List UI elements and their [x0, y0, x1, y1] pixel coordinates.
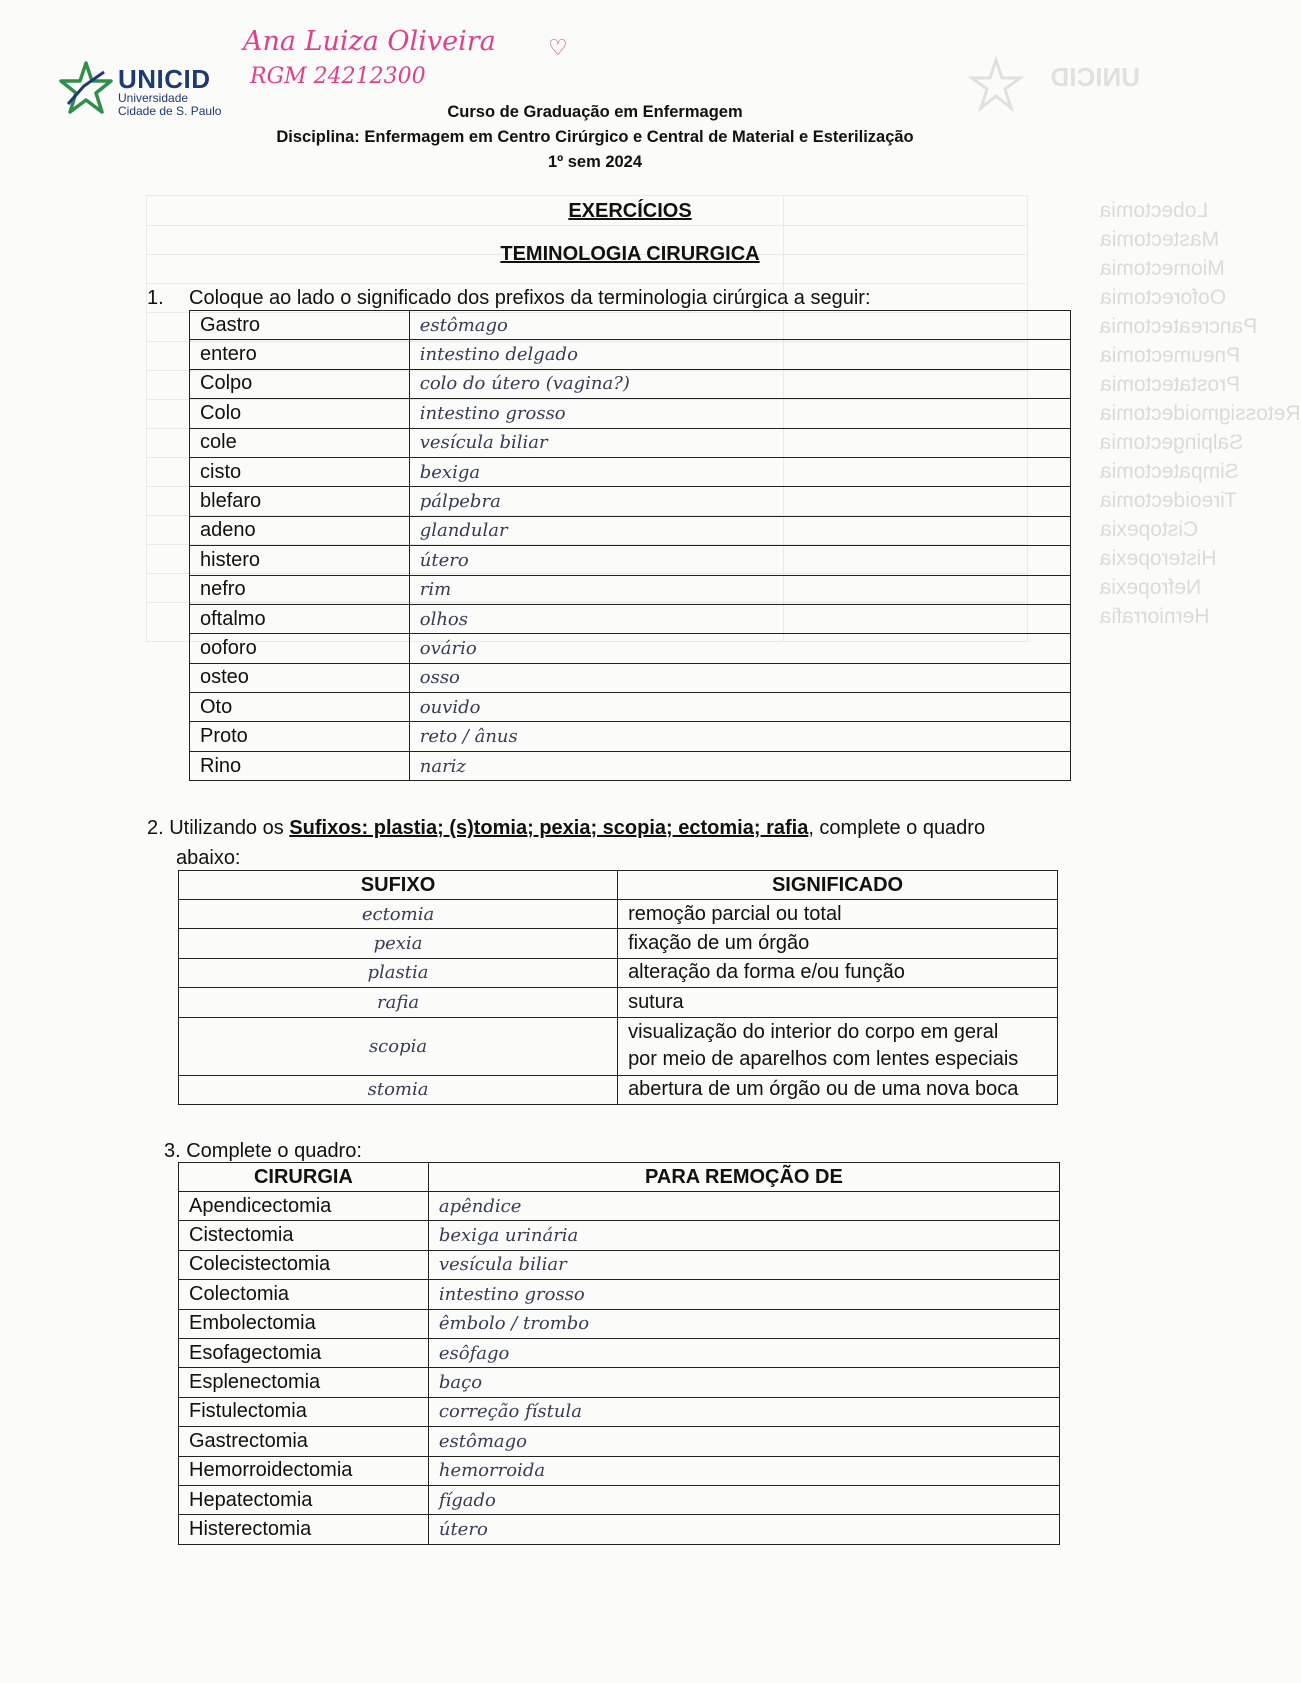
removal-answer: fígado: [428, 1485, 1059, 1514]
course-title: Curso de Graduação em Enfermagem: [447, 103, 743, 121]
surgery-cell: Embolectomia: [179, 1309, 429, 1338]
meaning-line: alteração da forma e/ou função: [628, 961, 905, 984]
meaning-answer: nariz: [409, 751, 1070, 780]
bleed-row: Tireoidectomia: [1100, 489, 1237, 512]
prefix-cell: cisto: [190, 457, 410, 486]
surgery-cell: Gastrectomia: [179, 1427, 429, 1456]
q1-number: 1.: [147, 287, 164, 309]
suffix-answer: stomia: [179, 1075, 618, 1104]
removal-answer: apêndice: [428, 1192, 1059, 1221]
suffix-answer: scopia: [179, 1017, 618, 1075]
prefix-table: [189, 310, 1071, 781]
table-row: [179, 929, 1058, 958]
bleed-row: Retossigmoidectomia: [1100, 402, 1301, 425]
suffix-list: Sufixos: plastia; (s)tomia; pexia; scopia; ectomia; rafia: [289, 817, 809, 839]
table-row: [179, 900, 1058, 929]
meaning-answer: pálpebra: [409, 487, 1070, 516]
table-row: [179, 1280, 1060, 1309]
meaning-answer: vesícula biliar: [409, 428, 1070, 457]
prefix-cell: Proto: [190, 722, 410, 751]
col-surgery-header: CIRURGIA: [179, 1163, 429, 1192]
table-row: [190, 693, 1071, 722]
removal-answer: baço: [428, 1368, 1059, 1397]
table-row: [179, 1427, 1060, 1456]
meaning-answer: reto / ânus: [409, 722, 1070, 751]
meaning-answer: estômago: [409, 311, 1070, 340]
table-row: [190, 546, 1071, 575]
removal-answer: hemorroida: [428, 1456, 1059, 1485]
surgery-cell: Cistectomia: [179, 1221, 429, 1250]
prefix-cell: blefaro: [190, 487, 410, 516]
bleed-row: Salpingectomia: [1100, 431, 1244, 454]
meaning-line: remoção parcial ou total: [628, 902, 842, 925]
meaning-answer: ovário: [409, 634, 1070, 663]
meaning-answer: útero: [409, 546, 1070, 575]
meaning-cell: [618, 1017, 1058, 1075]
bleed-row: Nefropexia: [1100, 576, 1202, 599]
suffix-answer: ectomia: [179, 900, 618, 929]
meaning-answer: glandular: [409, 516, 1070, 545]
q3-text: 3. Complete o quadro:: [164, 1140, 362, 1162]
table-row: [190, 634, 1071, 663]
meaning-line: fixação de um órgão: [628, 932, 810, 955]
suffix-answer: rafia: [179, 988, 618, 1017]
q2-line2: abaixo:: [176, 847, 241, 869]
meaning-line: por meio de aparelhos com lentes especiais: [628, 1048, 1019, 1071]
col-removal-header: PARA REMOÇÃO DE: [428, 1163, 1059, 1192]
col-suffix-header: SUFIXO: [179, 871, 618, 900]
discipline-title: Disciplina: Enfermagem em Centro Cirúrgico e Central de Material e Esterilização: [276, 128, 914, 146]
meaning-answer: rim: [409, 575, 1070, 604]
bleed-row: Mastectomia: [1100, 228, 1220, 251]
suffix-table: [178, 870, 1058, 1105]
bleed-row: Cistopexia: [1100, 518, 1199, 541]
table-row: [190, 722, 1071, 751]
prefix-cell: Colo: [190, 399, 410, 428]
exercises-title: EXERCÍCIOS: [568, 200, 692, 222]
table-row: [179, 1192, 1060, 1221]
removal-answer: êmbolo / trombo: [428, 1309, 1059, 1338]
table-row: [190, 457, 1071, 486]
table-row: [190, 516, 1071, 545]
meaning-answer: osso: [409, 663, 1070, 692]
table-row: [190, 311, 1071, 340]
bleed-row: Histeropexia: [1100, 547, 1217, 570]
bleed-row: Prostatectomia: [1100, 373, 1241, 396]
table-row: [179, 958, 1058, 987]
meaning-answer: ouvido: [409, 693, 1070, 722]
surgery-cell: Hepatectomia: [179, 1485, 429, 1514]
surgery-cell: Apendicectomia: [179, 1192, 429, 1221]
logo-subtitle: Universidade Cidade de S. Paulo: [118, 91, 222, 118]
table-row: [190, 487, 1071, 516]
removal-answer: bexiga urinária: [428, 1221, 1059, 1250]
meaning-line: visualização do interior do corpo em geral: [628, 1021, 999, 1044]
semester: 1º sem 2024: [547, 153, 643, 171]
surgery-cell: Hemorroidectomia: [179, 1456, 429, 1485]
col-meaning-header: SIGNIFICADO: [618, 871, 1058, 900]
table-row: [179, 1485, 1060, 1514]
bleed-row: Miomectomia: [1100, 257, 1225, 280]
meaning-answer: intestino delgado: [409, 340, 1070, 369]
prefix-cell: Gastro: [190, 311, 410, 340]
table-row: [179, 988, 1058, 1017]
heart-icon: ♡: [548, 36, 568, 61]
table-row: [190, 428, 1071, 457]
table-row: [179, 1368, 1060, 1397]
student-name: Ana Luiza Oliveira: [243, 26, 496, 57]
meaning-line: sutura: [628, 990, 684, 1013]
prefix-cell: adeno: [190, 516, 410, 545]
removal-answer: vesícula biliar: [428, 1250, 1059, 1279]
bleed-row: Lobectomia: [1100, 199, 1209, 222]
meaning-answer: bexiga: [409, 457, 1070, 486]
removal-answer: correção fístula: [428, 1397, 1059, 1426]
prefix-cell: osteo: [190, 663, 410, 692]
surgery-cell: Histerectomia: [179, 1515, 429, 1544]
removal-answer: intestino grosso: [428, 1280, 1059, 1309]
table-row: [179, 1515, 1060, 1544]
meaning-cell: [618, 929, 1058, 958]
prefix-cell: cole: [190, 428, 410, 457]
surgery-cell: Fistulectomia: [179, 1397, 429, 1426]
prefix-cell: nefro: [190, 575, 410, 604]
bleed-row: Ooforectomia: [1100, 286, 1227, 309]
topic-title: TEMINOLOGIA CIRURGICA: [500, 243, 760, 265]
table-row: [179, 1338, 1060, 1367]
q1-text: Coloque ao lado o significado dos prefixos da terminologia cirúrgica a seguir:: [189, 287, 871, 309]
suffix-answer: pexia: [179, 929, 618, 958]
surgery-cell: Esplenectomia: [179, 1368, 429, 1397]
prefix-cell: histero: [190, 546, 410, 575]
table-row: [190, 575, 1071, 604]
surgery-table: [178, 1162, 1060, 1545]
surgery-cell: Colecistectomia: [179, 1250, 429, 1279]
prefix-cell: ooforo: [190, 634, 410, 663]
table-row: [190, 663, 1071, 692]
student-rgm: RGM 24212300: [250, 64, 426, 89]
table-row: [190, 340, 1071, 369]
bleed-row: Pneumectomia: [1100, 344, 1241, 367]
table-row: [179, 1456, 1060, 1485]
meaning-cell: [618, 1075, 1058, 1104]
removal-answer: esôfago: [428, 1338, 1059, 1367]
table-row: [179, 1250, 1060, 1279]
bleed-row: Simpatectomia: [1100, 460, 1239, 483]
meaning-line: abertura de um órgão ou de uma nova boca: [628, 1078, 1019, 1101]
table-row: [179, 1017, 1058, 1075]
table-row: [179, 1309, 1060, 1338]
removal-answer: estômago: [428, 1427, 1059, 1456]
logo-title: UNICID: [118, 64, 211, 94]
prefix-cell: Oto: [190, 693, 410, 722]
meaning-answer: olhos: [409, 604, 1070, 633]
table-row: [179, 1397, 1060, 1426]
prefix-cell: oftalmo: [190, 604, 410, 633]
prefix-cell: Colpo: [190, 369, 410, 398]
suffix-answer: plastia: [179, 958, 618, 987]
prefix-cell: entero: [190, 340, 410, 369]
table-row: [179, 1221, 1060, 1250]
surgery-cell: Esofagectomia: [179, 1338, 429, 1367]
meaning-answer: intestino grosso: [409, 399, 1070, 428]
table-row: [190, 751, 1071, 780]
meaning-answer: colo do útero (vagina?): [409, 369, 1070, 398]
removal-answer: útero: [428, 1515, 1059, 1544]
table-row: [179, 1075, 1058, 1104]
table-row: [190, 604, 1071, 633]
q2-text: 2. Utilizando os Sufixos: plastia; (s)tomia; pexia; scopia; ectomia; rafia, complete o quadro: [147, 817, 986, 839]
meaning-cell: [618, 988, 1058, 1017]
bleed-row: Herniorrafia: [1100, 605, 1210, 628]
prefix-cell: Rino: [190, 751, 410, 780]
meaning-cell: [618, 958, 1058, 987]
bleed-row: Pancreatectomia: [1100, 315, 1258, 338]
meaning-cell: [618, 900, 1058, 929]
table-row: [190, 369, 1071, 398]
table-row: [190, 399, 1071, 428]
surgery-cell: Colectomia: [179, 1280, 429, 1309]
bleed-logo: UNICID: [960, 58, 1140, 118]
